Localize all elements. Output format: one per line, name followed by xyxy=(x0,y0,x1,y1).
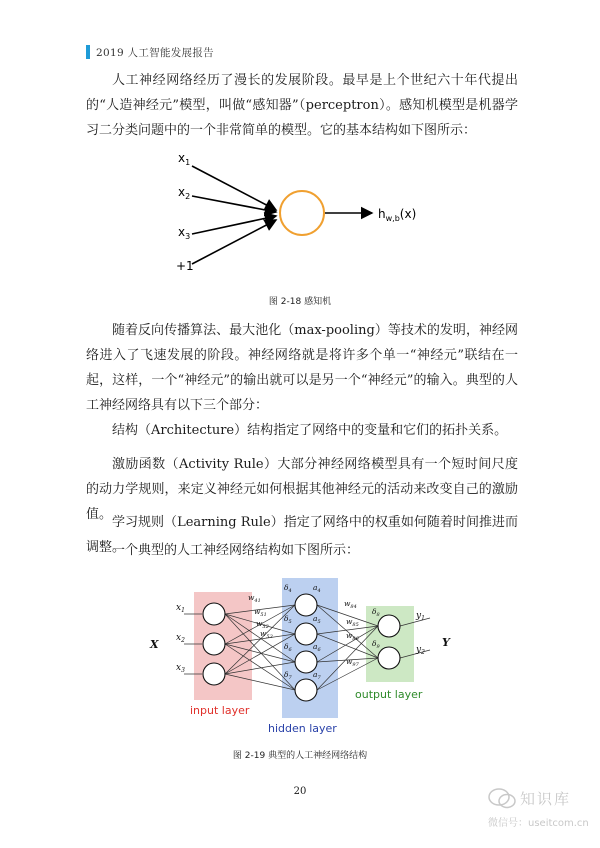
figure2-caption: 图 2-19 典型的人工神经网络结构 xyxy=(232,751,368,761)
figure1-caption: 图 2-18 感知机 xyxy=(268,297,332,307)
header-title: 2019 人工智能发展报告 xyxy=(96,46,214,59)
perceptron-input-x1: $x_1$ xyxy=(178,151,191,167)
output-node-8 xyxy=(378,615,400,637)
act-4: $a_4$ xyxy=(313,583,321,594)
delta-4: $\delta_4$ xyxy=(284,583,292,594)
output-node-9 xyxy=(378,647,400,669)
delta-5: $\delta_5$ xyxy=(284,614,292,625)
delta-6: $\delta_6$ xyxy=(284,642,292,653)
hidden-node-7 xyxy=(295,679,317,701)
weight-w41: $w_{41}$ xyxy=(248,593,261,604)
act-6: $a_6$ xyxy=(313,642,321,653)
input-node-3 xyxy=(203,663,225,685)
perceptron-input-x3: $x_3$ xyxy=(178,225,191,241)
input-label-x3: $x_3$ xyxy=(176,663,185,674)
output-layer-label: output layer xyxy=(355,688,423,701)
input-label-x1: $x_1$ xyxy=(176,603,185,614)
perceptron-input-x2: $x_2$ xyxy=(178,185,191,201)
paragraph-activity-rule: 激励函数（Activity Rule）大部分神经网络模型具有一个短时间尺度的动力学规则，来定义神经元如何根据其他神经元的活动来改变自己的激励值。 xyxy=(86,457,518,522)
paragraph-perceptron-intro: 人工神经网络经历了漫长的发展阶段。最早是上个世纪六十年代提出的“人造神经元”模型，叫做“感知器”（perceptron）。感知机模型是机器学习二分类问题中的一个非常简单的模型。它的基本结构如下图所示： xyxy=(86,73,518,138)
perceptron-diagram xyxy=(160,150,460,285)
watermark-id: 微信号：useitcom.cn xyxy=(488,818,589,829)
input-node-1 xyxy=(203,603,225,625)
watermark xyxy=(488,782,598,842)
neural-network-diagram xyxy=(150,578,450,738)
x-label: X xyxy=(150,638,159,651)
weight-w52: $w_{52}$ xyxy=(256,619,269,630)
input-node-2 xyxy=(203,633,225,655)
output-label-y2: $y_2$ xyxy=(416,645,425,656)
y-label: Y xyxy=(442,636,450,649)
watermark-name: 知识库 xyxy=(520,790,572,808)
weight-w53: $w_{53}$ xyxy=(260,629,273,640)
paragraph-architecture: 结构（Architecture）结构指定了网络中的变量和它们的拓扑关系。 xyxy=(112,423,508,438)
delta-8: $\delta_8$ xyxy=(372,607,380,618)
paragraph-learning-rule: 学习规则（Learning Rule）指定了网络中的权重如何随着时间推进而调整。 xyxy=(86,515,518,555)
weight-w51: $w_{51}$ xyxy=(254,607,267,618)
perceptron-output-label: $h_{w,b}(x)$ xyxy=(378,207,417,223)
act-7: $a_7$ xyxy=(313,670,321,681)
act-5: $a_5$ xyxy=(313,614,321,625)
wechat-icon xyxy=(488,788,516,810)
input-layer-label: input layer xyxy=(190,704,250,717)
weight-w84: $w_{84}$ xyxy=(344,599,357,610)
delta-9: $\delta_9$ xyxy=(372,639,380,650)
weight-w97: $w_{97}$ xyxy=(346,657,359,668)
page-number: 20 xyxy=(293,786,307,797)
weight-w86: $w_{86}$ xyxy=(346,631,359,642)
delta-7: $\delta_7$ xyxy=(284,670,292,681)
perceptron-edge-bias xyxy=(192,220,276,264)
paragraph-figure-intro: 一个典型的人工神经网络结构如下图所示： xyxy=(112,543,360,558)
perceptron-neuron xyxy=(280,191,324,235)
hidden-layer-label: hidden layer xyxy=(268,722,337,735)
hidden-node-4 xyxy=(295,594,317,616)
page-header xyxy=(86,44,214,60)
output-label-y1: $y_1$ xyxy=(416,611,425,622)
input-label-x2: $x_2$ xyxy=(176,633,185,644)
perceptron-edge-x3 xyxy=(192,216,276,234)
header-accent-bar xyxy=(86,45,90,59)
weight-w85: $w_{85}$ xyxy=(346,617,359,628)
paragraph-network-intro: 随着反向传播算法、最大池化（max-pooling）等技术的发明，神经网络进入了飞速发展的阶段。神经网络就是将许多个单一“神经元”联结在一起，这样，一个“神经元”的输出就可以是另一个“神经元”的输入。典型的人工神经网络具有以下三个部分： xyxy=(86,323,518,413)
perceptron-input-bias: +1 xyxy=(176,259,194,273)
